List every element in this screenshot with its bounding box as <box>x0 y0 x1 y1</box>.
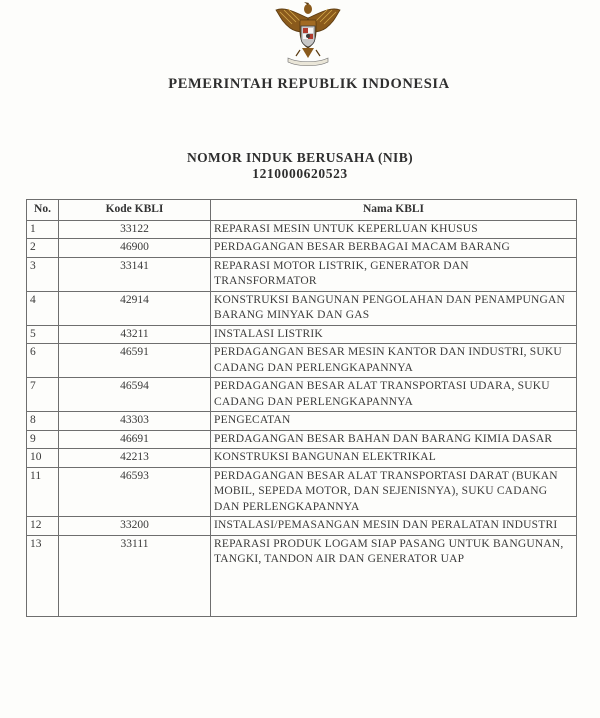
row-number: 6 <box>27 344 59 378</box>
table-row <box>27 239 577 258</box>
table-row <box>27 220 577 239</box>
kbli-code: 42914 <box>59 291 211 325</box>
table-row <box>27 291 577 325</box>
kbli-code: 46691 <box>59 430 211 449</box>
table-header-row <box>27 200 577 221</box>
kbli-code: 46594 <box>59 378 211 412</box>
kbli-name: PERDAGANGAN BESAR ALAT TRANSPORTASI UDARA, SUKU CADANG DAN PERLENGKAPANNYA <box>211 378 577 412</box>
row-number: 4 <box>27 291 59 325</box>
kbli-name: REPARASI MESIN UNTUK KEPERLUAN KHUSUS <box>211 220 577 239</box>
table-row <box>27 535 577 616</box>
kbli-code: 46593 <box>59 467 211 517</box>
table-row <box>27 325 577 344</box>
kbli-name: KONSTRUKSI BANGUNAN PENGOLAHAN DAN PENAMPUNGAN BARANG MINYAK DAN GAS <box>211 291 577 325</box>
row-number: 1 <box>27 220 59 239</box>
column-header-kode-kbli: Kode KBLI <box>59 200 211 221</box>
column-header-nama-kbli: Nama KBLI <box>211 200 577 221</box>
kbli-table <box>26 199 577 617</box>
table-row <box>27 430 577 449</box>
nib-number: 1210000620523 <box>252 166 348 181</box>
kbli-code: 33200 <box>59 517 211 536</box>
table-row <box>27 257 577 291</box>
kbli-name: KONSTRUKSI BANGUNAN ELEKTRIKAL <box>211 449 577 468</box>
row-number: 10 <box>27 449 59 468</box>
kbli-name: PERDAGANGAN BESAR BAHAN DAN BARANG KIMIA DASAR <box>211 430 577 449</box>
kbli-code: 46900 <box>59 239 211 258</box>
table-row <box>27 449 577 468</box>
table-row <box>27 378 577 412</box>
row-number: 13 <box>27 535 59 616</box>
row-number: 9 <box>27 430 59 449</box>
government-title: PEMERINTAH REPUBLIK INDONESIA <box>168 76 450 92</box>
row-number: 3 <box>27 257 59 291</box>
kbli-name: PERDAGANGAN BESAR MESIN KANTOR DAN INDUSTRI, SUKU CADANG DAN PERLENGKAPANNYA <box>211 344 577 378</box>
kbli-code: 42213 <box>59 449 211 468</box>
kbli-name: PENGECATAN <box>211 412 577 431</box>
kbli-code: 33122 <box>59 220 211 239</box>
row-number: 7 <box>27 378 59 412</box>
row-number: 5 <box>27 325 59 344</box>
table-row <box>27 467 577 517</box>
row-number: 2 <box>27 239 59 258</box>
table-row <box>27 517 577 536</box>
table-row <box>27 412 577 431</box>
row-number: 8 <box>27 412 59 431</box>
kbli-code: 33141 <box>59 257 211 291</box>
kbli-code: 43303 <box>59 412 211 431</box>
kbli-code: 46591 <box>59 344 211 378</box>
column-header-no: No. <box>27 200 59 221</box>
kbli-code: 43211 <box>59 325 211 344</box>
document-title: NOMOR INDUK BERUSAHA (NIB) <box>186 150 414 165</box>
kbli-name: PERDAGANGAN BESAR BERBAGAI MACAM BARANG <box>211 239 577 258</box>
kbli-name: INSTALASI LISTRIK <box>211 325 577 344</box>
kbli-name: REPARASI MOTOR LISTRIK, GENERATOR DAN TRANSFORMATOR <box>211 257 577 291</box>
table-row <box>27 344 577 378</box>
row-number: 11 <box>27 467 59 517</box>
kbli-code: 33111 <box>59 535 211 616</box>
kbli-name: REPARASI PRODUK LOGAM SIAP PASANG UNTUK BANGUNAN, TANGKI, TANDON AIR DAN GENERATOR UAP <box>211 535 577 616</box>
garuda-emblem-icon <box>270 0 346 68</box>
kbli-name: INSTALASI/PEMASANGAN MESIN DAN PERALATAN INDUSTRI <box>211 517 577 536</box>
row-number: 12 <box>27 517 59 536</box>
kbli-name: PERDAGANGAN BESAR ALAT TRANSPORTASI DARAT (BUKAN MOBIL, SEPEDA MOTOR, DAN SEJENISNYA), SUKU CADANG DAN PERLENGKAPANNYA <box>211 467 577 517</box>
